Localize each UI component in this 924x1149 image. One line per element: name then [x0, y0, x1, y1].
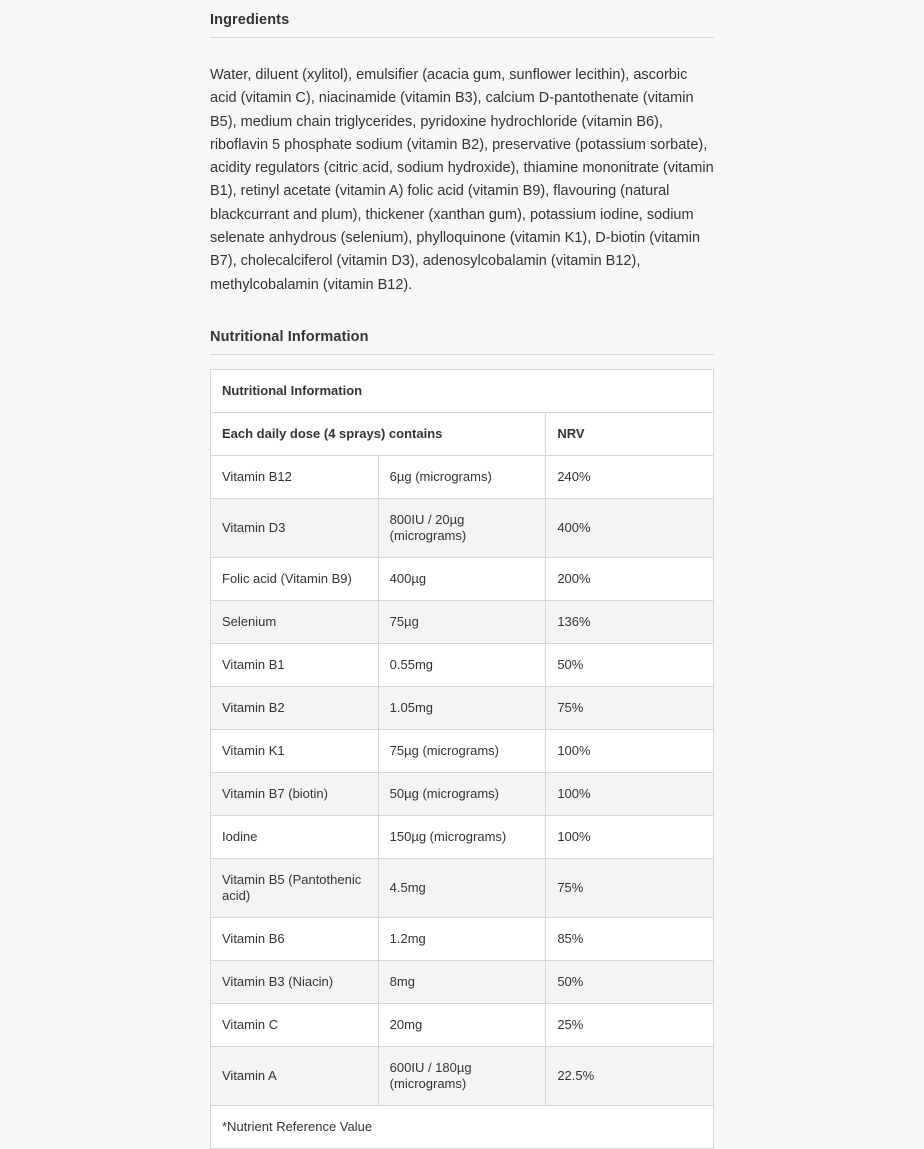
nutrient-amount: 20mg	[378, 1003, 546, 1046]
nutrient-amount: 4.5mg	[378, 858, 546, 917]
nutrient-nrv: 100%	[546, 729, 714, 772]
table-row	[211, 815, 714, 858]
ingredients-heading: Ingredients	[210, 0, 714, 38]
table-row	[211, 960, 714, 1003]
table-row	[211, 917, 714, 960]
nutrition-table	[210, 369, 714, 1149]
nutrient-name: Vitamin B5 (Pantothenic acid)	[211, 858, 379, 917]
nutrient-nrv: 136%	[546, 600, 714, 643]
nutrition-table-body	[211, 369, 714, 1148]
nutrient-name: Vitamin K1	[211, 729, 379, 772]
nutrient-nrv: 100%	[546, 815, 714, 858]
nutrient-reference-value-note: *Nutrient Reference Value	[211, 1105, 714, 1148]
nutrient-amount: 600IU / 180µg (micrograms)	[378, 1046, 546, 1105]
nutrient-nrv: 240%	[546, 455, 714, 498]
ingredients-text: Water, diluent (xylitol), emulsifier (acacia gum, sunflower lecithin), ascorbic acid (vitamin C), niacinamide (vitamin B3), calcium D-pantothenate (vitamin B5), medium chain triglycerides, pyridoxine hydrochloride (vitamin B6), riboflavin 5 phosphate sodium (vitamin B2), preservative (potassium sorbate), acidity regulators (citric acid, sodium hydroxide), thiamine mononitrate (vitamin B1), retinyl acetate (vitamin A) folic acid (vitamin B9), flavouring (natural blackcurrant and plum), thickener (xanthan gum), potassium iodine, sodium selenate anhydrous (selenium), phylloquinone (vitamin K1), D-biotin (vitamin B7), cholecalciferol (vitamin D3), adenosylcobalamin (vitamin B12), methylcobalamin (vitamin B12).	[210, 67, 714, 293]
table-row	[211, 1046, 714, 1105]
nutrient-amount: 800IU / 20µg (micrograms)	[378, 498, 546, 557]
nutrient-name: Vitamin B3 (Niacin)	[211, 960, 379, 1003]
table-row	[211, 643, 714, 686]
table-row	[211, 557, 714, 600]
column-header-dose: Each daily dose (4 sprays) contains	[211, 412, 546, 455]
nutrient-amount: 50µg (micrograms)	[378, 772, 546, 815]
table-row	[211, 686, 714, 729]
nutrient-amount: 8mg	[378, 960, 546, 1003]
nutrient-amount: 1.05mg	[378, 686, 546, 729]
nutrient-name: Vitamin B1	[211, 643, 379, 686]
nutrient-nrv: 50%	[546, 960, 714, 1003]
table-row	[211, 772, 714, 815]
table-row	[211, 729, 714, 772]
nutrient-name: Vitamin C	[211, 1003, 379, 1046]
table-header-row	[211, 412, 714, 455]
nutrient-name: Vitamin B6	[211, 917, 379, 960]
nutrient-name: Vitamin D3	[211, 498, 379, 557]
nutrient-amount: 75µg	[378, 600, 546, 643]
nutrient-name: Vitamin A	[211, 1046, 379, 1105]
nutrient-amount: 6µg (micrograms)	[378, 455, 546, 498]
nutrient-name: Iodine	[211, 815, 379, 858]
nutrient-nrv: 85%	[546, 917, 714, 960]
column-header-nrv: NRV	[546, 412, 714, 455]
table-row	[211, 1003, 714, 1046]
nutrient-nrv: 22.5%	[546, 1046, 714, 1105]
nutrient-name: Folic acid (Vitamin B9)	[211, 557, 379, 600]
nutrient-amount: 0.55mg	[378, 643, 546, 686]
nutrient-nrv: 75%	[546, 858, 714, 917]
nutrient-nrv: 200%	[546, 557, 714, 600]
nutrient-name: Vitamin B12	[211, 455, 379, 498]
nutrient-nrv: 50%	[546, 643, 714, 686]
table-title-row	[211, 369, 714, 412]
nutrient-name: Vitamin B7 (biotin)	[211, 772, 379, 815]
nutrient-amount: 150µg (micrograms)	[378, 815, 546, 858]
table-row	[211, 455, 714, 498]
content-column	[210, 0, 714, 1149]
nutrient-nrv: 100%	[546, 772, 714, 815]
table-row	[211, 600, 714, 643]
ingredients-section	[210, 0, 714, 317]
nutrient-nrv: 25%	[546, 1003, 714, 1046]
nutrition-table-title: Nutritional Information	[211, 369, 714, 412]
nutrient-amount: 400µg	[378, 557, 546, 600]
nutrition-heading: Nutritional Information	[210, 317, 714, 355]
nutrition-section	[210, 317, 714, 1149]
nutrient-amount: 75µg (micrograms)	[378, 729, 546, 772]
table-row	[211, 498, 714, 557]
nutrient-name: Selenium	[211, 600, 379, 643]
nutrient-nrv: 75%	[546, 686, 714, 729]
nutrient-amount: 1.2mg	[378, 917, 546, 960]
table-footnote-row	[211, 1105, 714, 1148]
nutrient-name: Vitamin B2	[211, 686, 379, 729]
table-row	[211, 858, 714, 917]
nutrient-nrv: 400%	[546, 498, 714, 557]
